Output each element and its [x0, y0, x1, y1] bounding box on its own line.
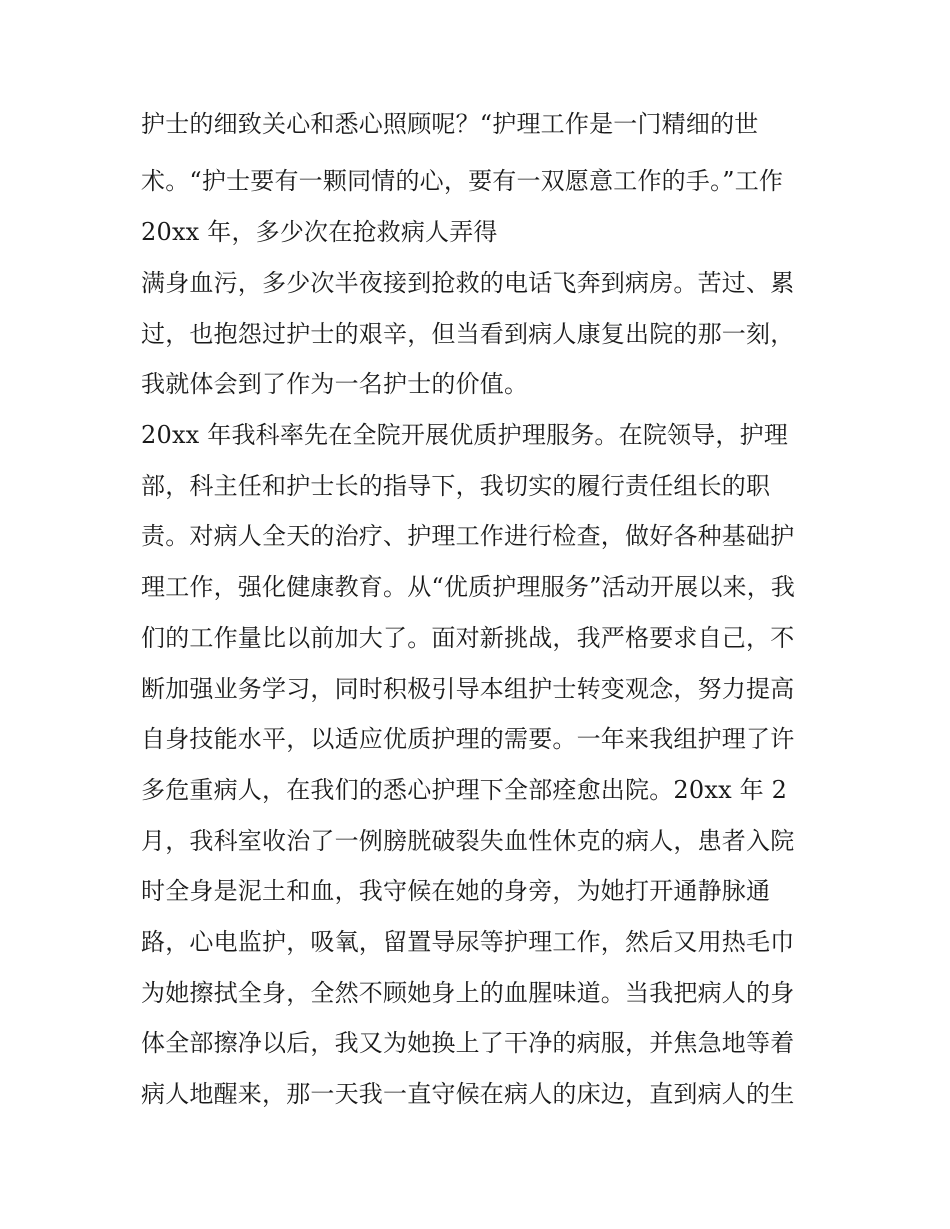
text-line-6: 我就体会到了作为一名护士的价值。 [141, 370, 529, 398]
text-line-9: 责。对病人全天的治疗、护理工作进行检查，做好各种基础护 [141, 522, 795, 550]
text-line-10: 理工作，强化健康教育。从“优质护理服务”活动开展以来，我 [141, 573, 796, 601]
text-line-14: 多危重病人，在我们的悉心护理下全部痊愈出院。20xx 年 2 [141, 776, 788, 804]
text-line-17: 路，心电监护，吸氧，留置导尿等护理工作，然后又用热毛巾 [141, 928, 795, 956]
text-line-5: 过，也抱怨过护士的艰辛，但当看到病人康复出院的那一刻， [141, 320, 795, 348]
text-line-15: 月，我科室收治了一例膀胱破裂失血性休克的病人，患者入院 [141, 827, 795, 855]
text-line-11: 们的工作量比以前加大了。面对新挑战，我严格要求自己，不 [141, 624, 795, 652]
text-line-20: 病人地醒来，那一天我一直守候在病人的床边，直到病人的生 [141, 1080, 795, 1108]
text-line-16: 时全身是泥土和血，我守候在她的身旁，为她打开通静脉通 [141, 877, 771, 905]
text-line-3: 20xx 年，多少次在抢救病人弄得 [141, 218, 498, 246]
text-line-2: 术。“护士要有一颗同情的心，要有一双愿意工作的手。”工作 [141, 167, 784, 195]
text-line-1: 护士的细致关心和悉心照顾呢？“护理工作是一门精细的世 [141, 110, 759, 138]
text-line-7: 20xx 年我科率先在全院开展优质护理服务。在院领导，护理 [141, 421, 789, 449]
text-line-8: 部，科主任和护士长的指导下，我切实的履行责任组长的职 [141, 472, 771, 500]
text-line-13: 自身技能水平，以适应优质护理的需要。一年来我组护理了许 [141, 725, 795, 753]
text-line-4: 满身血污，多少次半夜接到抢救的电话飞奔到病房。苦过、累 [141, 269, 795, 297]
text-line-12: 断加强业务学习，同时积极引导本组护士转变观念，努力提高 [141, 675, 795, 703]
text-line-18: 为她擦拭全身，全然不顾她身上的血腥味道。当我把病人的身 [141, 979, 795, 1007]
text-line-19: 体全部擦净以后，我又为她换上了干净的病服，并焦急地等着 [141, 1029, 795, 1057]
